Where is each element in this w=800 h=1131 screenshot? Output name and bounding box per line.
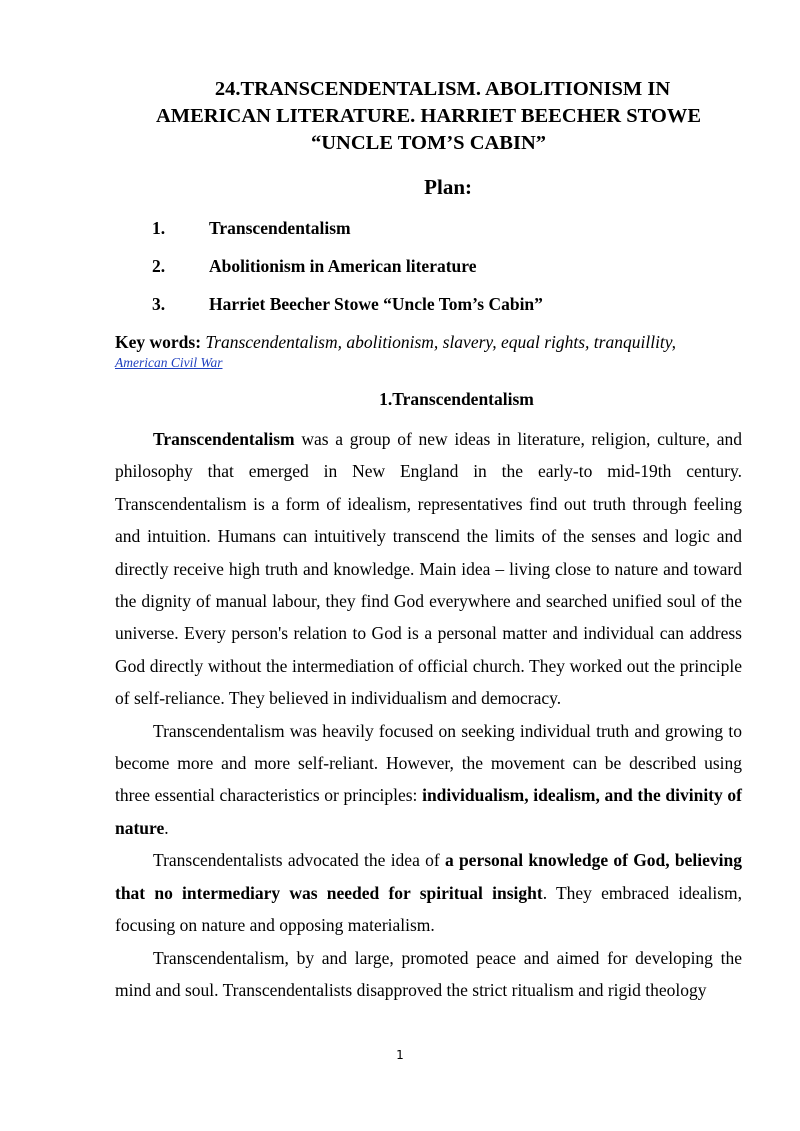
paragraph-3: Transcendentalists advocated the idea of a personal knowledge of God, believing that no intermediary was needed for spiritual insight. They embraced idealism, focusing on nature and opposing materialism. [115, 850, 742, 936]
paragraph-4: Transcendentalism, by and large, promoted peace and aimed for developing the mind and soul. Transcendentalists disapproved the strict ritualism and rigid theology [115, 947, 742, 1000]
page-number: 1 [396, 1048, 404, 1062]
plan-item-number: 3. [152, 294, 166, 314]
key-words-text: Transcendentalism, abolitionism, slavery, equal rights, tranquillity, [201, 332, 676, 352]
document-title [115, 76, 742, 157]
plan-heading: Plan: [424, 175, 472, 199]
plan-item-text: Harriet Beecher Stowe “Uncle Tom’s Cabin” [209, 294, 543, 314]
title-line-2: AMERICAN LITERATURE. HARRIET BEECHER STOWE [155, 105, 702, 127]
paragraph-1-lead: Transcendentalism [153, 429, 295, 449]
title-line-3: “UNCLE TOM’S CABIN” [310, 132, 547, 154]
paragraph-1-text: was a group of new ideas in literature, religion, culture, and philosophy that emerged in New England in the early-to mid-19th century. Transcendentalism is a form of idealism, representatives find out truth through feeling and intuition. Humans can intuitively transcend the limits of the senses and logic and directly receive high truth and knowledge. Main idea – living close to nature and toward the dignity of manual labour, they find God everywhere and searched unified soul of the universe. Every person's relation to God is a personal matter and individual can address God directly without the intermediation of official church. They worked out the principle of self-reliance. They believed in individualism and democracy. [115, 429, 742, 709]
section-body [115, 423, 742, 1006]
title-line-1: 24.TRANSCENDENTALISM. ABOLITIONISM IN [214, 78, 671, 100]
plan-item-text: Transcendentalism [209, 218, 351, 238]
american-civil-war-link[interactable]: American Civil War [115, 355, 223, 370]
plan-item-number: 2. [152, 256, 166, 276]
paragraph-2: Transcendentalism was heavily focused on seeking individual truth and growing to become more and more self-reliant. However, the movement can be described using three essential characteristics or principles: individualism, idealism, and the divinity of nature. [115, 720, 742, 838]
section-heading: 1.Transcendentalism [379, 389, 534, 409]
plan-item-number: 1. [152, 218, 166, 238]
paragraph-2-bold: individualism, idealism, and the divinity of nature [115, 785, 742, 838]
key-words-label: Key words: [115, 332, 202, 352]
key-words [115, 331, 742, 372]
paragraph-1 [115, 423, 742, 715]
plan-item-text: Abolitionism in American literature [209, 256, 477, 276]
paragraph-3-bold: a personal knowledge of God, believing that no intermediary was needed for spiritual insight [115, 850, 742, 903]
